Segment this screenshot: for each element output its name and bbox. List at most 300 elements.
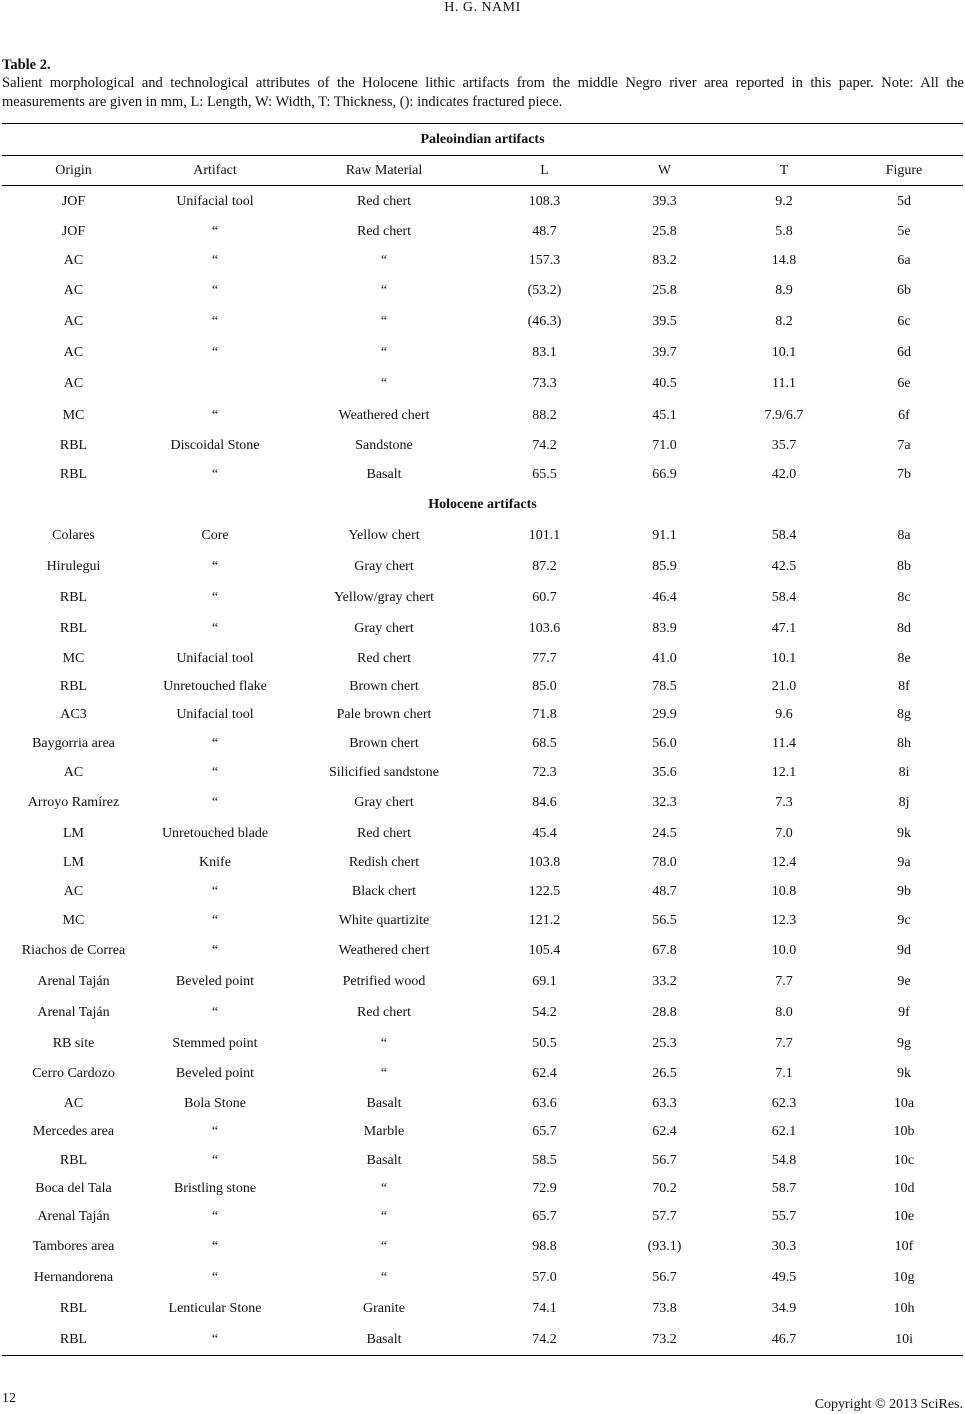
cell-length: 45.4	[532, 825, 557, 841]
cell-raw-material: Basalt	[366, 1095, 402, 1111]
cell-figure: 10g	[893, 1269, 915, 1285]
cell-artifact: “	[211, 252, 219, 268]
cell-raw-material: Redish chert	[348, 855, 420, 870]
cell-figure: 9k	[897, 1066, 911, 1081]
table-row	[2, 787, 963, 818]
cell-artifact: Unifacial tool	[176, 650, 254, 666]
cell-figure: 9e	[897, 973, 911, 989]
table-row	[2, 614, 963, 644]
table-row	[2, 1203, 963, 1231]
cell-thickness: 8.0	[775, 1004, 793, 1020]
column-header-origin: Origin	[55, 162, 92, 178]
cell-length: 84.6	[532, 794, 557, 810]
cell-width: 62.4	[652, 1124, 677, 1139]
table-row	[2, 1089, 963, 1118]
cell-raw-material: “	[380, 1269, 388, 1285]
cell-origin: RB site	[52, 1035, 95, 1051]
cell-thickness: 49.5	[771, 1269, 797, 1285]
cell-length: 68.5	[532, 735, 557, 751]
cell-figure: 9d	[897, 942, 911, 958]
cell-figure: 8d	[897, 621, 911, 636]
cell-thickness: 58.7	[771, 1181, 797, 1196]
cell-raw-material: Red chert	[356, 223, 412, 239]
cell-artifact: “	[211, 558, 219, 574]
cell-thickness: 34.9	[771, 1300, 797, 1316]
table-row	[2, 551, 963, 582]
cell-origin: RBL	[59, 466, 88, 482]
table-row	[2, 1293, 963, 1324]
cell-length: 72.3	[532, 764, 557, 780]
cell-raw-material: Silicified sandstone	[328, 764, 440, 780]
cell-thickness: 11.4	[772, 735, 796, 751]
cell-width: 56.0	[652, 735, 677, 751]
cell-width: 25.3	[652, 1035, 677, 1051]
cell-origin: AC	[63, 252, 84, 268]
running-head: H. G. NAMI	[444, 0, 521, 15]
cell-raw-material: “	[380, 1209, 388, 1224]
cell-raw-material: “	[380, 1238, 388, 1254]
table-row	[2, 877, 963, 906]
cell-raw-material: Weathered chert	[338, 407, 430, 423]
cell-raw-material: Sandstone	[355, 437, 413, 453]
cell-length: 83.1	[532, 344, 557, 360]
cell-figure: 10a	[893, 1095, 915, 1111]
table-row	[2, 673, 963, 701]
cell-raw-material: Basalt	[366, 1331, 402, 1347]
cell-thickness: 7.7	[775, 973, 793, 989]
cell-length: 103.8	[528, 855, 561, 870]
cell-origin: RBL	[59, 1300, 88, 1316]
table-row	[2, 1324, 963, 1355]
cell-length: 98.8	[532, 1238, 557, 1254]
cell-figure: 10b	[893, 1124, 915, 1139]
cell-figure: 10f	[894, 1238, 914, 1254]
cell-artifact: Bristling stone	[173, 1181, 257, 1196]
cell-figure: 8i	[898, 764, 910, 780]
cell-figure: 8e	[897, 650, 911, 666]
column-header-artifact: Artifact	[193, 162, 237, 178]
cell-thickness: 11.1	[772, 376, 796, 391]
cell-artifact: Lenticular Stone	[168, 1300, 262, 1316]
cell-figure: 10d	[893, 1181, 915, 1196]
cell-width: 63.3	[652, 1095, 677, 1111]
cell-length: 88.2	[532, 407, 557, 423]
cell-origin: Colares	[52, 527, 95, 543]
cell-thickness: 12.4	[771, 855, 797, 870]
cell-origin: AC	[63, 344, 84, 360]
cell-width: 57.7	[652, 1209, 677, 1224]
cell-raw-material: Red chert	[356, 1004, 412, 1020]
cell-figure: 6c	[897, 313, 911, 329]
cell-raw-material: Red chert	[356, 650, 412, 666]
cell-figure: 9f	[898, 1004, 910, 1020]
cell-origin: RBL	[59, 679, 88, 694]
cell-width: 39.5	[652, 313, 677, 329]
cell-width: 83.2	[652, 252, 677, 268]
cell-origin: AC	[63, 376, 84, 391]
cell-thickness: 7.0	[775, 825, 793, 841]
cell-artifact: “	[211, 344, 219, 360]
cell-figure: 8h	[897, 735, 911, 751]
cell-raw-material: Basalt	[366, 466, 402, 482]
table-row	[2, 701, 963, 729]
cell-thickness: 8.9	[775, 282, 793, 298]
cell-artifact: “	[211, 794, 219, 810]
cell-artifact: “	[211, 883, 219, 899]
cell-length: 122.5	[528, 883, 561, 899]
cell-width: 66.9	[652, 466, 677, 482]
cell-length: 103.6	[528, 621, 561, 636]
table-row	[2, 1028, 963, 1059]
column-header-length: L	[540, 162, 549, 178]
cell-thickness: 54.8	[771, 1152, 797, 1168]
cell-thickness: 10.1	[771, 344, 797, 360]
cell-thickness: 30.3	[771, 1238, 797, 1254]
cell-length: 101.1	[528, 527, 561, 543]
cell-artifact: “	[211, 1238, 219, 1254]
cell-origin: LM	[63, 825, 84, 841]
cell-origin: Baygorria area	[32, 735, 115, 751]
cell-thickness: 42.5	[771, 558, 797, 574]
cell-length: 108.3	[528, 193, 561, 209]
table-bottom-rule	[2, 1355, 963, 1356]
cell-raw-material: Red chert	[356, 193, 412, 209]
table-caption-text: Salient morphological and technological attributes of the Holocene lithic artifacts from the middle Negro river area reported in this paper. Note: All the measurements are given in mm, L: Length, W: Width, T: Thickness, (): indicates fractured piece.	[2, 75, 964, 110]
cell-length: 65.5	[532, 466, 557, 482]
cell-origin: Arenal Taján	[37, 973, 110, 989]
cell-raw-material: “	[380, 282, 388, 298]
cell-raw-material: “	[380, 252, 388, 268]
cell-figure: 8b	[897, 558, 911, 574]
cell-figure: 10h	[893, 1300, 915, 1316]
cell-origin: Arenal Taján	[37, 1004, 110, 1020]
cell-raw-material: Petrified wood	[342, 973, 426, 989]
cell-artifact: Discoidal Stone	[170, 437, 260, 453]
cell-artifact: “	[211, 1331, 219, 1347]
cell-length: 71.8	[532, 707, 557, 722]
cell-artifact: Unretouched blade	[161, 825, 269, 841]
cell-origin: MC	[62, 407, 85, 423]
cell-thickness: 42.0	[771, 466, 797, 482]
cell-thickness: 12.3	[771, 912, 797, 928]
cell-figure: 9g	[897, 1035, 911, 1051]
cell-artifact: “	[211, 407, 219, 423]
cell-width: 73.8	[652, 1300, 677, 1316]
cell-width: 25.8	[652, 223, 677, 239]
cell-figure: 8f	[898, 679, 910, 694]
table-row	[2, 400, 963, 431]
table-row	[2, 818, 963, 849]
cell-thickness: 9.2	[775, 193, 793, 209]
table-row	[2, 1231, 963, 1262]
table-row	[2, 460, 963, 489]
cell-thickness: 46.7	[771, 1331, 797, 1347]
cell-artifact: “	[211, 735, 219, 751]
cell-thickness: 62.3	[771, 1095, 797, 1111]
table-row	[2, 306, 963, 337]
cell-width: 85.9	[652, 558, 677, 574]
cell-artifact: “	[211, 942, 219, 958]
cell-raw-material: Brown chert	[349, 679, 419, 694]
cell-thickness: 12.1	[771, 764, 797, 780]
cell-raw-material: “	[380, 1035, 388, 1051]
cell-origin: Hernandorena	[33, 1269, 114, 1285]
table-row	[2, 431, 963, 460]
cell-origin: Tambores area	[32, 1238, 115, 1254]
cell-artifact: Bola Stone	[184, 1095, 246, 1111]
cell-figure: 8c	[897, 590, 911, 605]
cell-artifact: Unretouched flake	[163, 679, 267, 694]
cell-origin: AC	[63, 883, 84, 899]
cell-origin: Cerro Cardozo	[32, 1066, 115, 1081]
cell-thickness: 58.4	[771, 527, 797, 543]
cell-width: 56.7	[652, 1152, 677, 1168]
table-row	[2, 966, 963, 997]
table-row	[2, 1175, 963, 1203]
cell-length: 63.6	[532, 1095, 557, 1111]
cell-origin: RBL	[59, 590, 88, 605]
cell-width: 67.8	[652, 942, 677, 958]
table-row	[2, 275, 963, 306]
cell-width: 56.5	[652, 912, 677, 928]
cell-artifact: Beveled point	[175, 1066, 255, 1081]
cell-artifact: “	[211, 590, 219, 605]
cell-figure: 6f	[898, 407, 910, 423]
cell-thickness: 10.1	[771, 650, 797, 666]
cell-width: 32.3	[652, 794, 677, 810]
cell-length: 85.0	[532, 679, 557, 694]
table-row	[2, 729, 963, 758]
cell-figure: 8j	[898, 794, 910, 810]
cell-width: 73.2	[652, 1331, 677, 1347]
cell-raw-material: Weathered chert	[338, 942, 430, 958]
cell-raw-material: Yellow/gray chert	[333, 590, 435, 605]
cell-figure: 8a	[897, 527, 911, 543]
column-header-thickness: T	[779, 162, 789, 178]
cell-length: 157.3	[528, 252, 561, 268]
cell-artifact: Stemmed point	[172, 1035, 258, 1051]
cell-origin: RBL	[59, 1331, 88, 1347]
cell-figure: 9b	[897, 883, 911, 899]
cell-artifact: Beveled point	[175, 973, 255, 989]
cell-length: 60.7	[532, 590, 557, 605]
table-caption-title: Table 2.	[2, 57, 51, 73]
cell-raw-material: “	[380, 1066, 388, 1081]
cell-raw-material: Pale brown chert	[336, 707, 432, 722]
cell-origin: Arenal Taján	[37, 1209, 110, 1224]
cell-artifact: “	[211, 282, 219, 298]
cell-thickness: 7.3	[775, 794, 793, 810]
cell-artifact: Unifacial tool	[176, 707, 254, 722]
table-row	[2, 217, 963, 246]
cell-artifact: Knife	[199, 855, 231, 870]
cell-width: 48.7	[652, 883, 677, 899]
cell-figure: 10e	[893, 1209, 915, 1224]
cell-figure: 6e	[897, 376, 911, 391]
cell-raw-material: “	[380, 376, 388, 391]
cell-thickness: 14.8	[771, 252, 797, 268]
cell-artifact: “	[211, 1269, 219, 1285]
cell-raw-material: “	[380, 1181, 388, 1196]
cell-origin: Arroyo Ramírez	[27, 794, 120, 810]
cell-length: 69.1	[532, 973, 557, 989]
cell-width: 70.2	[652, 1181, 677, 1196]
cell-width: 78.5	[652, 679, 677, 694]
cell-width: 28.8	[652, 1004, 677, 1020]
cell-artifact: Unifacial tool	[176, 193, 254, 209]
cell-raw-material: “	[380, 313, 388, 329]
cell-thickness: 62.1	[771, 1124, 797, 1139]
cell-origin: MC	[62, 650, 85, 666]
cell-origin: AC	[63, 1095, 84, 1111]
cell-figure: 9a	[897, 855, 911, 870]
section-heading: Paleoindian artifacts	[420, 132, 545, 147]
cell-width: 78.0	[652, 855, 677, 870]
table-row	[2, 849, 963, 877]
cell-artifact: “	[211, 223, 219, 239]
cell-width: 39.7	[652, 344, 677, 360]
cell-length: 65.7	[532, 1124, 557, 1139]
cell-width: 39.3	[652, 193, 677, 209]
cell-artifact: “	[211, 1152, 219, 1168]
cell-length: 74.1	[532, 1300, 557, 1316]
cell-length: 65.7	[532, 1209, 557, 1224]
cell-length: 74.2	[532, 1331, 557, 1347]
cell-raw-material: Black chert	[351, 883, 417, 899]
cell-origin: AC3	[60, 707, 87, 722]
cell-width: 46.4	[652, 590, 677, 605]
cell-width: 33.2	[652, 973, 677, 989]
cell-thickness: 55.7	[771, 1209, 797, 1224]
cell-thickness: 7.7	[775, 1035, 793, 1051]
table-row	[2, 935, 963, 966]
cell-thickness: 35.7	[771, 437, 797, 453]
table-row	[2, 246, 963, 275]
cell-raw-material: White quartizite	[338, 912, 430, 928]
cell-length: 58.5	[532, 1152, 557, 1168]
cell-figure: 6b	[897, 282, 911, 298]
cell-thickness: 7.9/6.7	[764, 407, 804, 423]
cell-raw-material: Gray chert	[354, 621, 414, 636]
cell-origin: MC	[62, 912, 85, 928]
table-row	[2, 1059, 963, 1089]
column-header-width: W	[657, 162, 672, 178]
table-top-rule	[2, 123, 963, 124]
cell-width: 45.1	[652, 407, 677, 423]
cell-origin: JOF	[61, 193, 86, 209]
cell-length: 62.4	[532, 1066, 557, 1081]
cell-artifact: “	[211, 1209, 219, 1224]
table-row	[2, 582, 963, 614]
table-row	[2, 997, 963, 1028]
cell-figure: 6d	[897, 344, 911, 360]
cell-length: 72.9	[532, 1181, 557, 1196]
cell-artifact: “	[211, 764, 219, 780]
cell-length: 77.7	[532, 650, 557, 666]
cell-raw-material: Granite	[363, 1300, 405, 1316]
cell-origin: Mercedes area	[32, 1124, 115, 1139]
cell-thickness: 7.1	[775, 1066, 793, 1081]
cell-thickness: 47.1	[771, 621, 797, 636]
cell-origin: LM	[63, 855, 84, 870]
cell-length: 105.4	[528, 942, 561, 958]
cell-artifact: “	[211, 621, 219, 636]
cell-figure: 6a	[897, 252, 911, 268]
cell-raw-material: Basalt	[366, 1152, 402, 1168]
cell-artifact	[145, 368, 285, 400]
cell-width: 56.7	[652, 1269, 677, 1285]
cell-figure: 10i	[895, 1331, 913, 1347]
cell-width: 91.1	[652, 527, 677, 543]
table-row	[2, 758, 963, 787]
cell-width: 83.9	[652, 621, 677, 636]
cell-length: (46.3)	[527, 313, 562, 329]
cell-width: 35.6	[652, 764, 677, 780]
cell-artifact: “	[211, 912, 219, 928]
section-heading-row	[2, 489, 963, 520]
cell-thickness: 10.0	[771, 942, 797, 958]
cell-raw-material: Gray chert	[354, 794, 414, 810]
cell-length: (53.2)	[527, 282, 562, 298]
cell-figure: 8g	[897, 707, 911, 722]
cell-thickness: 21.0	[771, 679, 797, 694]
table-row	[2, 906, 963, 935]
cell-width: 25.8	[652, 282, 677, 298]
cell-origin: Riachos de Correa	[21, 942, 126, 958]
cell-raw-material: Yellow chert	[348, 527, 420, 543]
column-header-raw-material: Raw Material	[345, 162, 423, 178]
cell-raw-material: Red chert	[356, 825, 412, 841]
table-row	[2, 644, 963, 673]
table-row	[2, 1146, 963, 1175]
cell-raw-material: Gray chert	[354, 558, 414, 574]
cell-length: 121.2	[528, 912, 561, 928]
page-number: 12	[2, 1391, 16, 1406]
cell-origin: JOF	[61, 223, 86, 239]
cell-origin: RBL	[59, 437, 88, 453]
cell-width: 41.0	[652, 650, 677, 666]
cell-width: 71.0	[652, 437, 677, 453]
table-row	[2, 520, 963, 551]
cell-figure: 7a	[897, 437, 911, 453]
table-row	[2, 1262, 963, 1293]
cell-width: 24.5	[652, 825, 677, 841]
cell-artifact: “	[211, 313, 219, 329]
table-row	[2, 337, 963, 368]
artifact-table	[2, 125, 963, 1355]
cell-figure: 9k	[897, 825, 911, 841]
cell-width: 40.5	[652, 376, 677, 391]
cell-thickness: 8.2	[775, 313, 793, 329]
cell-origin: RBL	[59, 621, 88, 636]
table-row	[2, 186, 963, 217]
table-header-row	[2, 155, 963, 186]
copyright-notice: Copyright © 2013 SciRes.	[814, 1397, 963, 1412]
cell-artifact: Core	[201, 527, 229, 543]
cell-thickness: 9.6	[775, 707, 793, 722]
cell-thickness: 10.8	[771, 883, 797, 899]
cell-length: 57.0	[532, 1269, 557, 1285]
cell-figure: 9c	[897, 912, 911, 928]
cell-artifact: “	[211, 1004, 219, 1020]
cell-origin: Boca del Tala	[35, 1181, 112, 1196]
cell-figure: 5e	[897, 223, 911, 239]
cell-thickness: 58.4	[771, 590, 797, 605]
cell-length: 74.2	[532, 437, 557, 453]
cell-origin: Hirulegui	[46, 558, 101, 574]
cell-origin: AC	[63, 313, 84, 329]
cell-width: 29.9	[652, 707, 677, 722]
